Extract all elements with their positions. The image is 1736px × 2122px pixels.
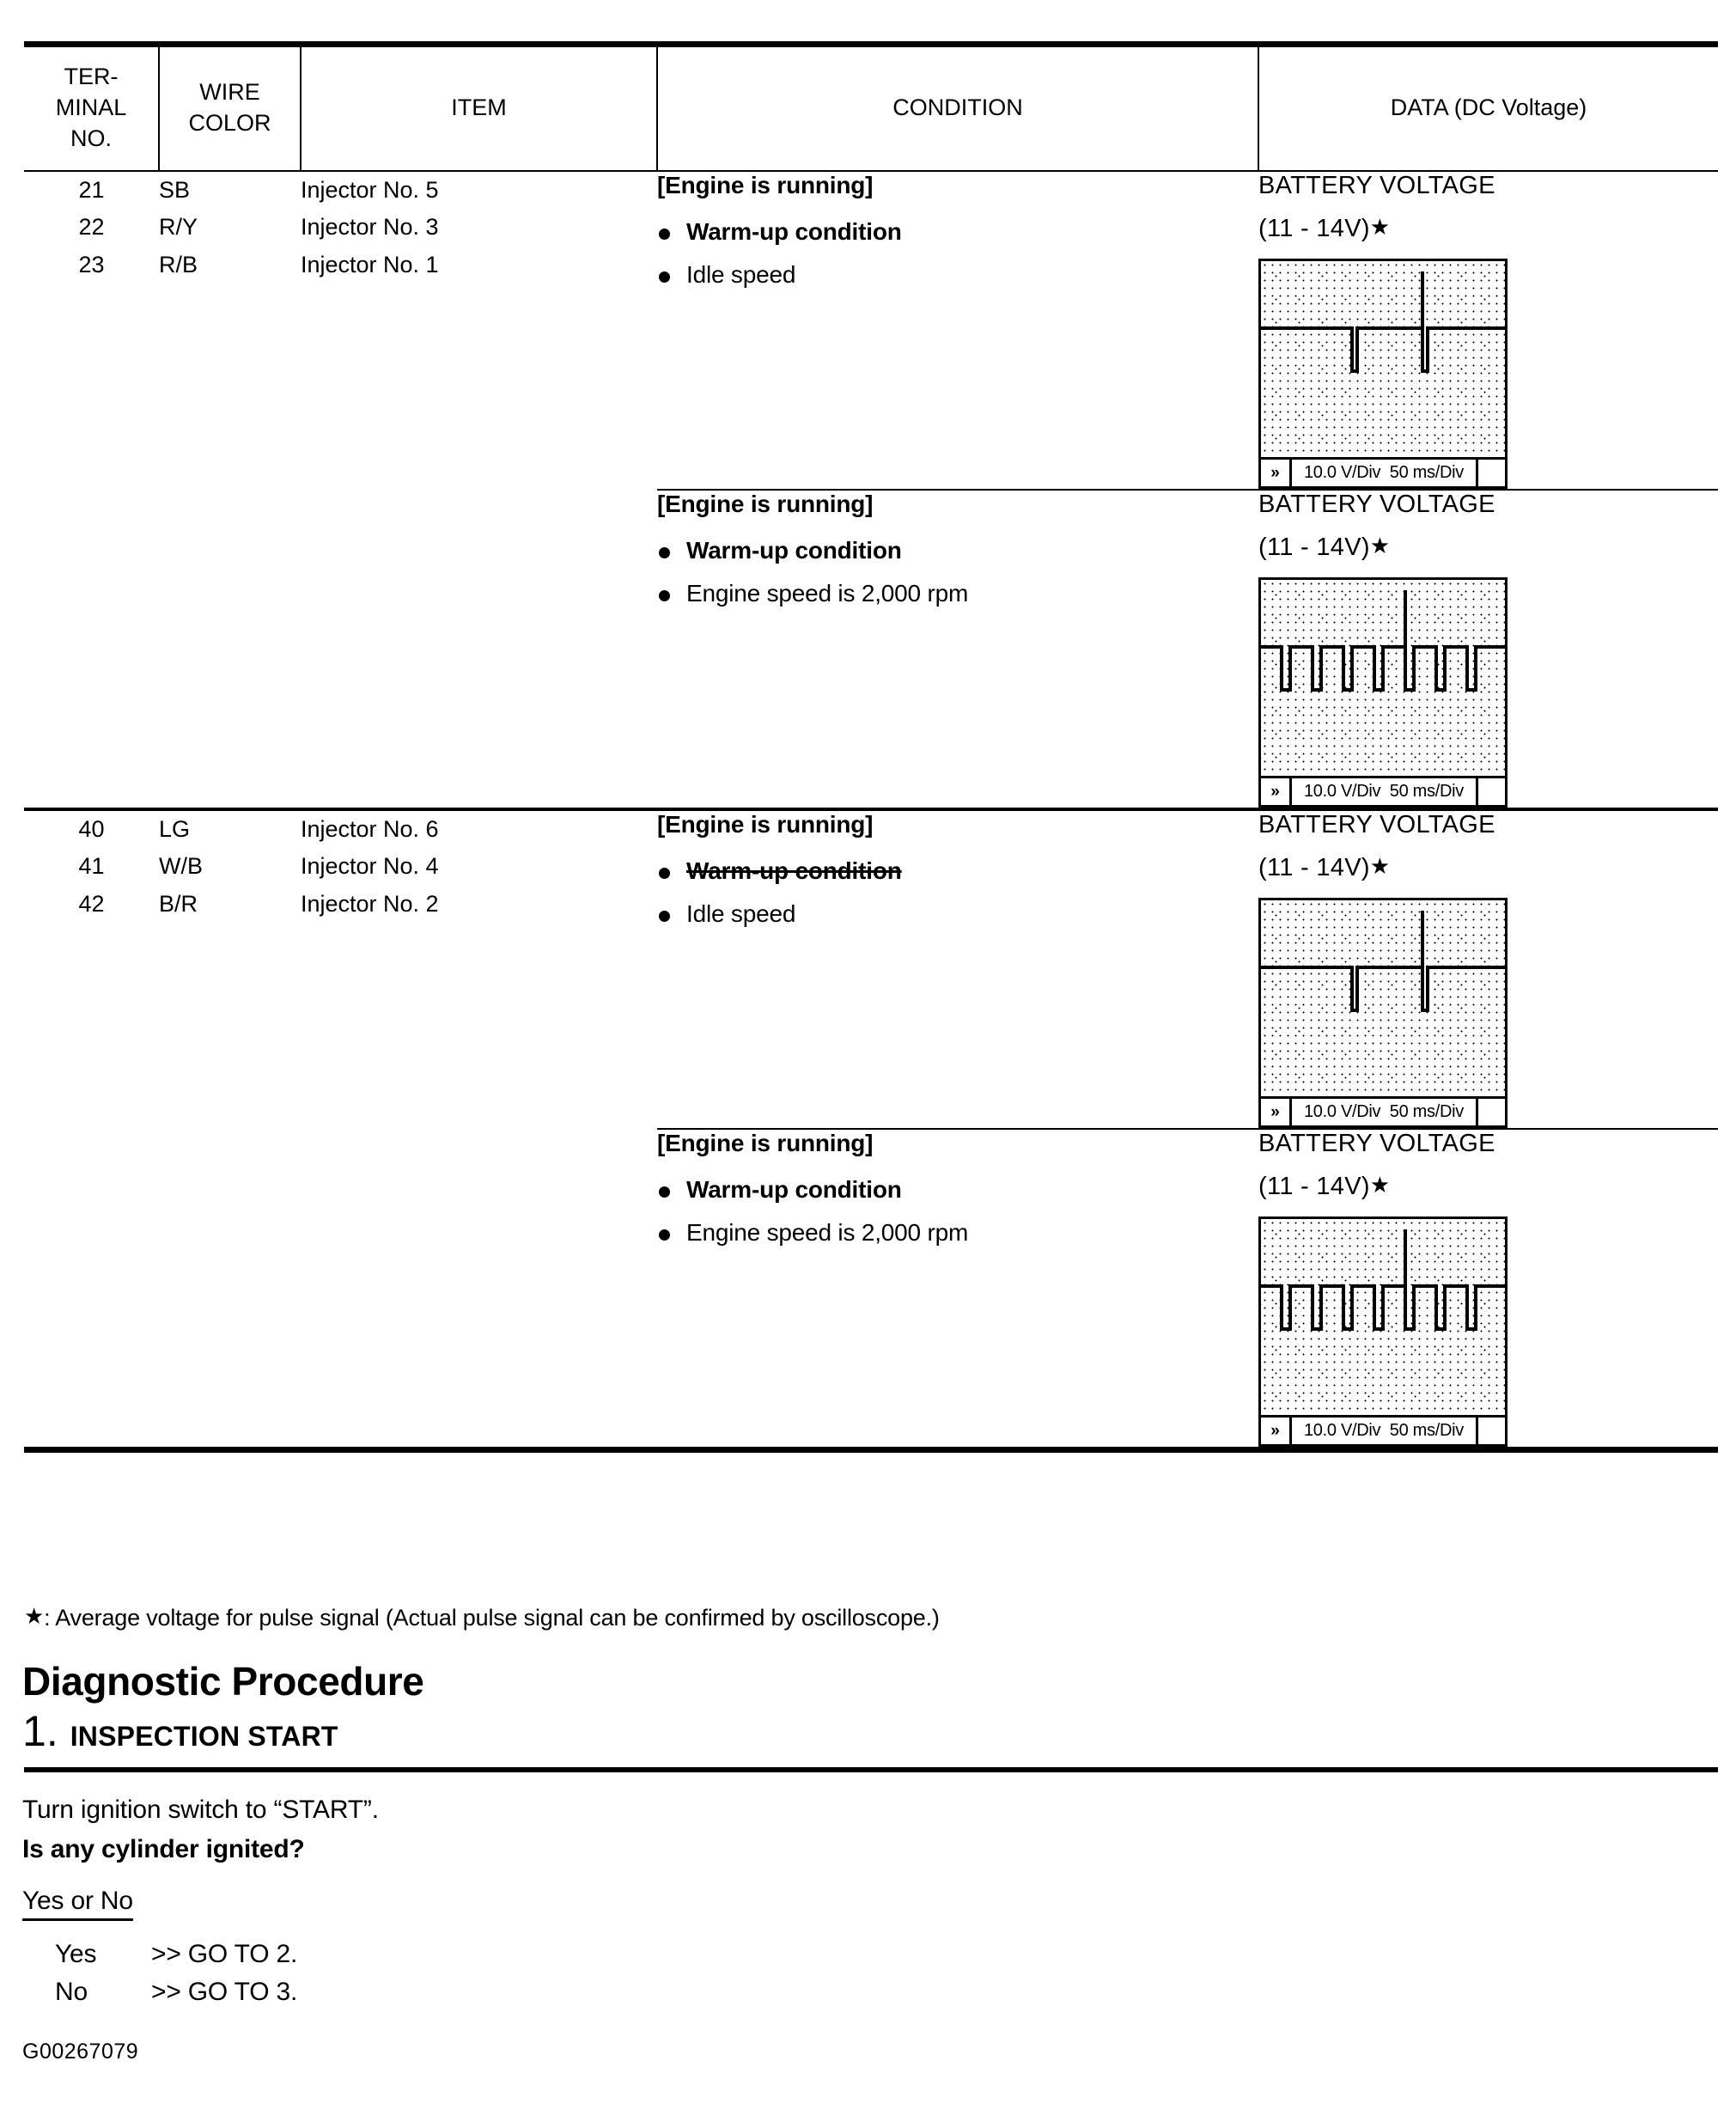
branch-key: No [55,1978,88,2006]
oscilloscope-display [1258,577,1508,808]
table-row [24,809,1718,1129]
condition-cell [657,490,1258,809]
header-item: ITEM [301,45,657,171]
footnote [24,1603,940,1631]
scope-volts-per-div: 10.0 V/Div [1303,462,1381,482]
scope-scale-label [1292,778,1476,805]
scope-scale-label [1292,1099,1476,1125]
table-header-row [24,45,1718,171]
instruction-text: Turn ignition switch to “START”. [22,1796,379,1824]
condition-bullet-list [657,1176,1258,1247]
oscilloscope-screen [1261,900,1505,1096]
condition-bullet: Engine speed is 2,000 rpm [657,580,1258,607]
oscilloscope-display [1258,259,1508,489]
diagnostic-procedure-title: Diagnostic Procedure [22,1659,424,1704]
data-title: BATTERY VOLTAGE [1258,490,1495,518]
scope-time-per-div: 50 ms/Div [1389,1101,1464,1121]
header-terminal-no [24,45,159,171]
oscilloscope-screen [1261,580,1505,776]
oscilloscope-screen [1261,1219,1505,1415]
table-row [24,171,1718,490]
terminal-no-value: 22 [78,214,105,241]
data-range: (11 - 14V) [1258,214,1370,242]
branch-key: Yes [55,1940,97,1968]
item-value: Injector No. 6 [301,815,439,842]
step-dot: . [46,1707,58,1755]
oscilloscope-footer [1261,457,1505,486]
section-divider [24,1767,1718,1772]
wire-color-cell [159,171,301,809]
oscilloscope-screen [1261,261,1505,457]
condition-bullet: Warm-up condition [657,218,1258,246]
condition-cell [657,171,1258,490]
item-value: Injector No. 4 [301,853,439,880]
waveform-idle [1261,900,1505,1096]
scope-status-box [1476,1099,1505,1125]
scope-time-per-div: 50 ms/Div [1389,781,1464,801]
scope-scale-label [1292,460,1476,486]
condition-cell [657,1129,1258,1450]
condition-bullet: Warm-up condition [657,1176,1258,1204]
branch-action: >> GO TO 3. [151,1978,298,2006]
star-icon: ★ [1369,532,1391,558]
step-label: INSPECTION START [70,1721,338,1752]
condition-heading: [Engine is running] [657,171,874,198]
scope-volts-per-div: 10.0 V/Div [1303,781,1381,801]
wire-color-value: B/R [159,890,198,917]
footnote-text: : Average voltage for pulse signal (Actual pulse signal can be confirmed by oscilloscope.) [44,1605,940,1631]
header-terminal-line1: TER- [64,64,119,89]
star-icon: ★ [24,1603,45,1629]
oscilloscope-footer [1261,1415,1505,1444]
oscilloscope-display [1258,898,1508,1128]
star-icon: ★ [1369,852,1391,879]
data-subtitle [1258,214,1718,243]
terminal-no-value: 41 [78,853,105,880]
header-wire-color [159,45,301,171]
terminal-no-value: 40 [78,815,105,842]
star-icon: ★ [1369,213,1391,240]
terminal-no-cell [24,809,159,1450]
branch-no [55,1978,297,2007]
header-wire-line1: WIRE [199,79,260,106]
question-text: Is any cylinder ignited? [22,1835,305,1863]
condition-heading: [Engine is running] [657,810,874,838]
branch-action: >> GO TO 2. [151,1940,298,1968]
data-range: (11 - 14V) [1258,1172,1370,1200]
scope-next-icon[interactable]: » [1261,1099,1292,1125]
waveform-idle [1261,261,1505,457]
data-range: (11 - 14V) [1258,533,1370,561]
condition-bullet-list [657,857,1258,928]
condition-bullet: Engine speed is 2,000 rpm [657,1219,1258,1247]
data-title: BATTERY VOLTAGE [1258,1129,1495,1157]
wire-color-value: LG [159,815,191,842]
scope-volts-per-div: 10.0 V/Div [1303,1420,1381,1440]
terminal-specification-table [24,41,1718,1453]
data-cell [1258,1129,1718,1450]
data-cell [1258,171,1718,490]
condition-bullet: Warm-up condition [657,857,1258,885]
scope-status-box [1476,1418,1505,1444]
terminal-no-cell [24,171,159,809]
oscilloscope-footer [1261,1096,1505,1125]
branch-list [55,1940,297,2015]
waveform-2000rpm [1261,1219,1505,1415]
scope-time-per-div: 50 ms/Div [1389,462,1464,482]
header-condition: CONDITION [657,45,1258,171]
data-title: BATTERY VOLTAGE [1258,171,1495,199]
condition-heading: [Engine is running] [657,490,874,517]
item-cell [301,171,657,809]
scope-next-icon[interactable]: » [1261,778,1292,805]
data-cell [1258,490,1718,809]
item-value: Injector No. 3 [301,214,439,241]
scope-next-icon[interactable]: » [1261,1418,1292,1444]
terminal-no-value: 21 [78,176,105,203]
item-value: Injector No. 5 [301,176,439,203]
header-terminal-line2: MINAL [55,95,127,121]
condition-bullet: Idle speed [657,261,1258,289]
step-heading [22,1707,338,1755]
data-range: (11 - 14V) [1258,853,1370,881]
wire-color-value: SB [159,176,191,203]
condition-cell [657,809,1258,1129]
wire-color-value: R/Y [159,214,198,241]
oscilloscope-footer [1261,776,1505,805]
reference-code: G00267079 [22,2040,139,2064]
star-icon: ★ [1369,1171,1391,1198]
condition-bullet-list [657,537,1258,607]
condition-bullet: Warm-up condition [657,537,1258,564]
wire-color-value: W/B [159,853,203,880]
item-value: Injector No. 2 [301,890,439,917]
data-title: BATTERY VOLTAGE [1258,810,1495,838]
data-subtitle [1258,853,1718,882]
table-bottom-rule [24,1449,1718,1453]
data-subtitle [1258,1172,1718,1201]
scope-time-per-div: 50 ms/Div [1389,1420,1464,1440]
waveform-2000rpm [1261,580,1505,776]
scope-status-box [1476,778,1505,805]
data-subtitle [1258,533,1718,562]
oscilloscope-display [1258,1216,1508,1447]
scope-next-icon[interactable]: » [1261,460,1292,486]
condition-bullet-list [657,218,1258,289]
header-terminal-line3: NO. [70,125,112,152]
wire-color-value: R/B [159,251,198,277]
item-cell [301,809,657,1450]
data-cell [1258,809,1718,1129]
scope-scale-label [1292,1418,1476,1444]
step-number: 1 [22,1707,46,1755]
scope-volts-per-div: 10.0 V/Div [1303,1101,1381,1121]
terminal-no-value: 23 [78,251,105,277]
terminal-no-value: 42 [78,890,105,917]
item-value: Injector No. 1 [301,251,439,277]
wire-color-cell [159,809,301,1450]
condition-bullet: Idle speed [657,900,1258,928]
condition-heading: [Engine is running] [657,1129,874,1156]
yes-or-no-label: Yes or No [22,1887,133,1921]
header-wire-line2: COLOR [188,110,271,137]
branch-yes [55,1940,297,1969]
header-data: DATA (DC Voltage) [1258,45,1718,171]
scope-status-box [1476,460,1505,486]
